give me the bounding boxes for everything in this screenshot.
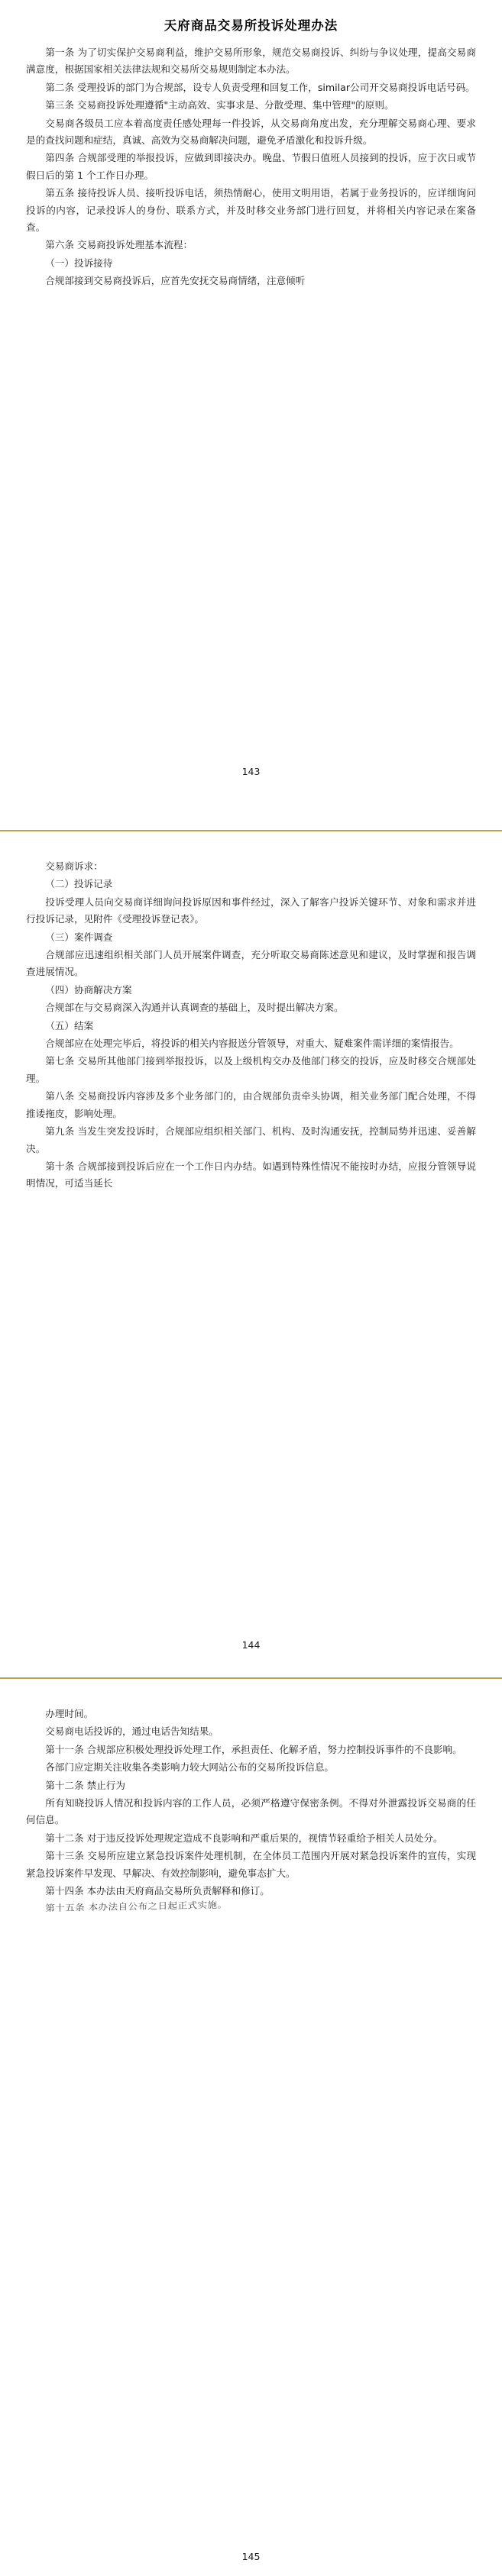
paragraph: 第三条 交易商投诉处理遵循"主动高效、实事求是、分散受理、集中管理"的原则。 xyxy=(45,99,394,111)
paragraph: 第五条 接待投诉人员、接听投诉电话，须热情耐心，使用文明用语，若属于业务投诉的，应详细询问投诉的内容，记录投诉人的身份、联系方式，并及时移交业务部门进行回复，并将相关内容记录在案备查。 xyxy=(26,187,476,234)
page-separator xyxy=(0,814,502,847)
paragraph: 第九条 当发生突发投诉时，合规部应组织相关部门、机构、及时沟通安抚，控制局势并迅速、妥善解决。 xyxy=(26,1125,476,1154)
paragraph: 交易商诉求： xyxy=(45,860,103,872)
document-page-1 xyxy=(0,0,502,814)
paragraph: （四）协商解决方案 xyxy=(45,983,132,996)
paragraph: 第四条 合规部受理的举报投诉，应做到即接决办。晚盘、节假日值班人员接到的投诉，应于次日或节假日后的第 1 个工作日办理。 xyxy=(26,152,476,181)
paragraph: 交易商各级员工应本着高度责任感处理每一件投诉，从交易商角度出发，充分理解交易商心理、要求是的查找问题和症结，真诚、高效为交易商解决问题，避免矛盾激化和投诉升级。 xyxy=(26,117,476,147)
paragraph: 合规部应在处理完毕后，将投诉的相关内容报送分管领导，对重大、疑难案件需详细的案情报告。 xyxy=(45,1038,459,1050)
paragraph: （三）案件调查 xyxy=(45,931,113,943)
separator-rule xyxy=(0,830,502,831)
page-number: 144 xyxy=(241,1639,261,1651)
paragraph: 第十三条 交易所应建立紧急投诉案件处理机制，在全体员工范围内开展对紧急投诉案件的宣传，实现紧急投诉案件早发现、早解决、有效控制影响，避免事态扩大。 xyxy=(26,1850,476,1879)
paragraph: 第十一条 合规部应积极处理投诉处理工作，承担责任、化解矛盾，努力控制投诉事件的不良影响。 xyxy=(45,1743,462,1755)
document-page-2 xyxy=(0,847,502,1661)
paragraph: 投诉受理人员向交易商详细询问投诉原因和事件经过，深入了解客户投诉关键环节、对象和需求并进行投诉记录，见附件《受理投诉登记表》。 xyxy=(26,896,476,925)
paragraph: 第十五条 本办法自公布之日起正式实施。 xyxy=(45,1900,228,1914)
paragraph: 第十二条 禁止行为 xyxy=(45,1779,125,1791)
paragraph: （二）投诉记录 xyxy=(45,878,113,890)
page-number: 145 xyxy=(241,2551,261,2562)
paragraph: 第十二条 对于违反投诉处理规定造成不良影响和严重后果的，视情节轻重给予相关人员处分。 xyxy=(45,1832,443,1844)
paragraph: 合规部接到交易商投诉后，应首先安抚交易商情绪，注意倾听 xyxy=(45,275,306,287)
paragraph: 第二条 受理投诉的部门为合规部，设专人负责受理和回复工作，similar公司开交易商投诉电话号码。 xyxy=(45,81,475,93)
paragraph: 第十四条 本办法由天府商品交易所负责解释和修订。 xyxy=(45,1885,270,1897)
paragraph: 办理时间。 xyxy=(45,1708,94,1719)
page-number: 143 xyxy=(241,766,261,777)
separator-rule xyxy=(0,1677,502,1679)
paragraph: 所有知晓投诉人情况和投诉内容的工作人员，必须严格遵守保密条例。不得对外泄露投诉交易商的任何信息。 xyxy=(26,1797,476,1826)
paragraph: 各部门应定期关注收集各类影响力较大网站公布的交易所投诉信息。 xyxy=(45,1761,334,1774)
page-separator xyxy=(0,1661,502,1695)
paragraph: （五）结案 xyxy=(45,1019,94,1031)
paragraph: 第六条 交易商投诉处理基本流程： xyxy=(45,239,193,251)
paragraph: 第八条 交易商投诉内容涉及多个业务部门的，由合规部负责牵头协调，相关业务部门配合处理，不得推诿拖皮，影响处理。 xyxy=(26,1090,476,1119)
document-page-3 xyxy=(0,1695,502,2576)
paragraph: 合规部应迅速组织相关部门人员开展案件调查，充分听取交易商陈述意见和建议，及时掌握和报告调查进展情况。 xyxy=(26,949,476,978)
paragraph: 第十条 合规部接到投诉后应在一个工作日内办结。如遇到特殊性情况不能按时办结，应报分管领导说明情况，可适当延长 xyxy=(26,1160,476,1190)
page-title: 天府商品交易所投诉处理办法 xyxy=(164,18,338,33)
paragraph: 第七条 交易所其他部门接到举报投诉，以及上级机构交办及他部门移交的投诉，应及时移交合规部处理。 xyxy=(26,1055,476,1084)
paragraph: 第一条 为了切实保护交易商利益，维护交易所形象，规范交易商投诉、纠纷与争议处理，提高交易商满意度，根据国家相关法律法规和交易所交易规则制定本办法。 xyxy=(26,47,476,76)
paragraph: 合规部在与交易商深入沟通并认真调查的基础上，及时提出解决方案。 xyxy=(45,1002,344,1014)
paragraph: （一）投诉接待 xyxy=(45,257,113,269)
paragraph: 交易商电话投诉的，通过电话告知结果。 xyxy=(45,1725,219,1738)
